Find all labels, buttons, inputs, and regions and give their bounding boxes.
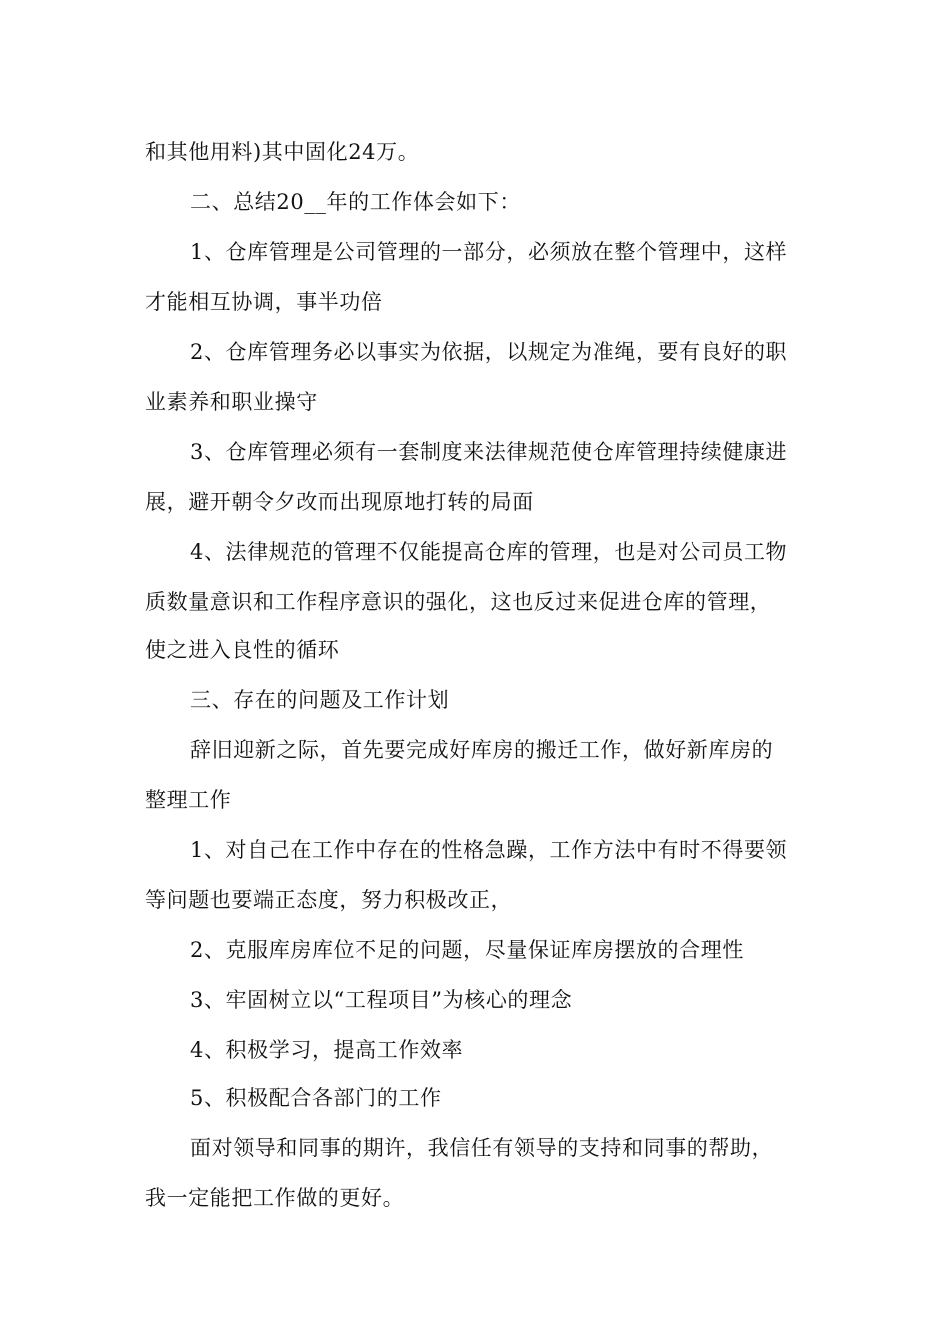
text-line: 1、仓库管理是公司管理的一部分，必须放在整个管理中，这样: [190, 240, 788, 264]
text-line: 3、仓库管理必须有一套制度来法律规范使仓库管理持续健康进: [190, 440, 788, 464]
text-line: 质数量意识和工作程序意识的强化，这也反过来促进仓库的管理，: [145, 590, 772, 614]
text-line: 等问题也要端正态度，努力积极改正，: [145, 888, 513, 912]
text-line: 展，避开朝令夕改而出现原地打转的局面: [145, 490, 534, 514]
text-line: 业素养和职业操守: [145, 390, 318, 414]
text-line: 我一定能把工作做的更好。: [145, 1186, 405, 1210]
text-line: 2、克服库房库位不足的问题，尽量保证库房摆放的合理性: [190, 938, 744, 962]
text-line: 和其他用料)其中固化24万。: [145, 140, 420, 164]
text-line: 辞旧迎新之际，首先要完成好库房的搬迁工作，做好新库房的: [190, 738, 774, 762]
text-line: 3、牢固树立以“工程项目”为核心的理念: [190, 988, 573, 1012]
text-line: 1、对自己在工作中存在的性格急躁，工作方法中有时不得要领: [190, 838, 788, 862]
text-line: 才能相互协调，事半功倍: [145, 290, 383, 314]
text-line: 4、法律规范的管理不仅能提高仓库的管理，也是对公司员工物: [190, 540, 788, 564]
section-heading: 三、存在的问题及工作计划: [190, 688, 450, 712]
text-line: 使之进入良性的循环: [145, 638, 340, 662]
text-line: 面对领导和同事的期许，我信任有领导的支持和同事的帮助，: [190, 1136, 774, 1160]
text-line: 5、积极配合各部门的工作: [190, 1086, 442, 1110]
text-line: 2、仓库管理务必以事实为依据，以规定为准绳，要有良好的职: [190, 340, 788, 364]
text-line: 整理工作: [145, 788, 232, 812]
text-line: 4、积极学习，提高工作效率: [190, 1038, 464, 1062]
section-heading: 二、总结20__年的工作体会如下：: [190, 190, 521, 214]
